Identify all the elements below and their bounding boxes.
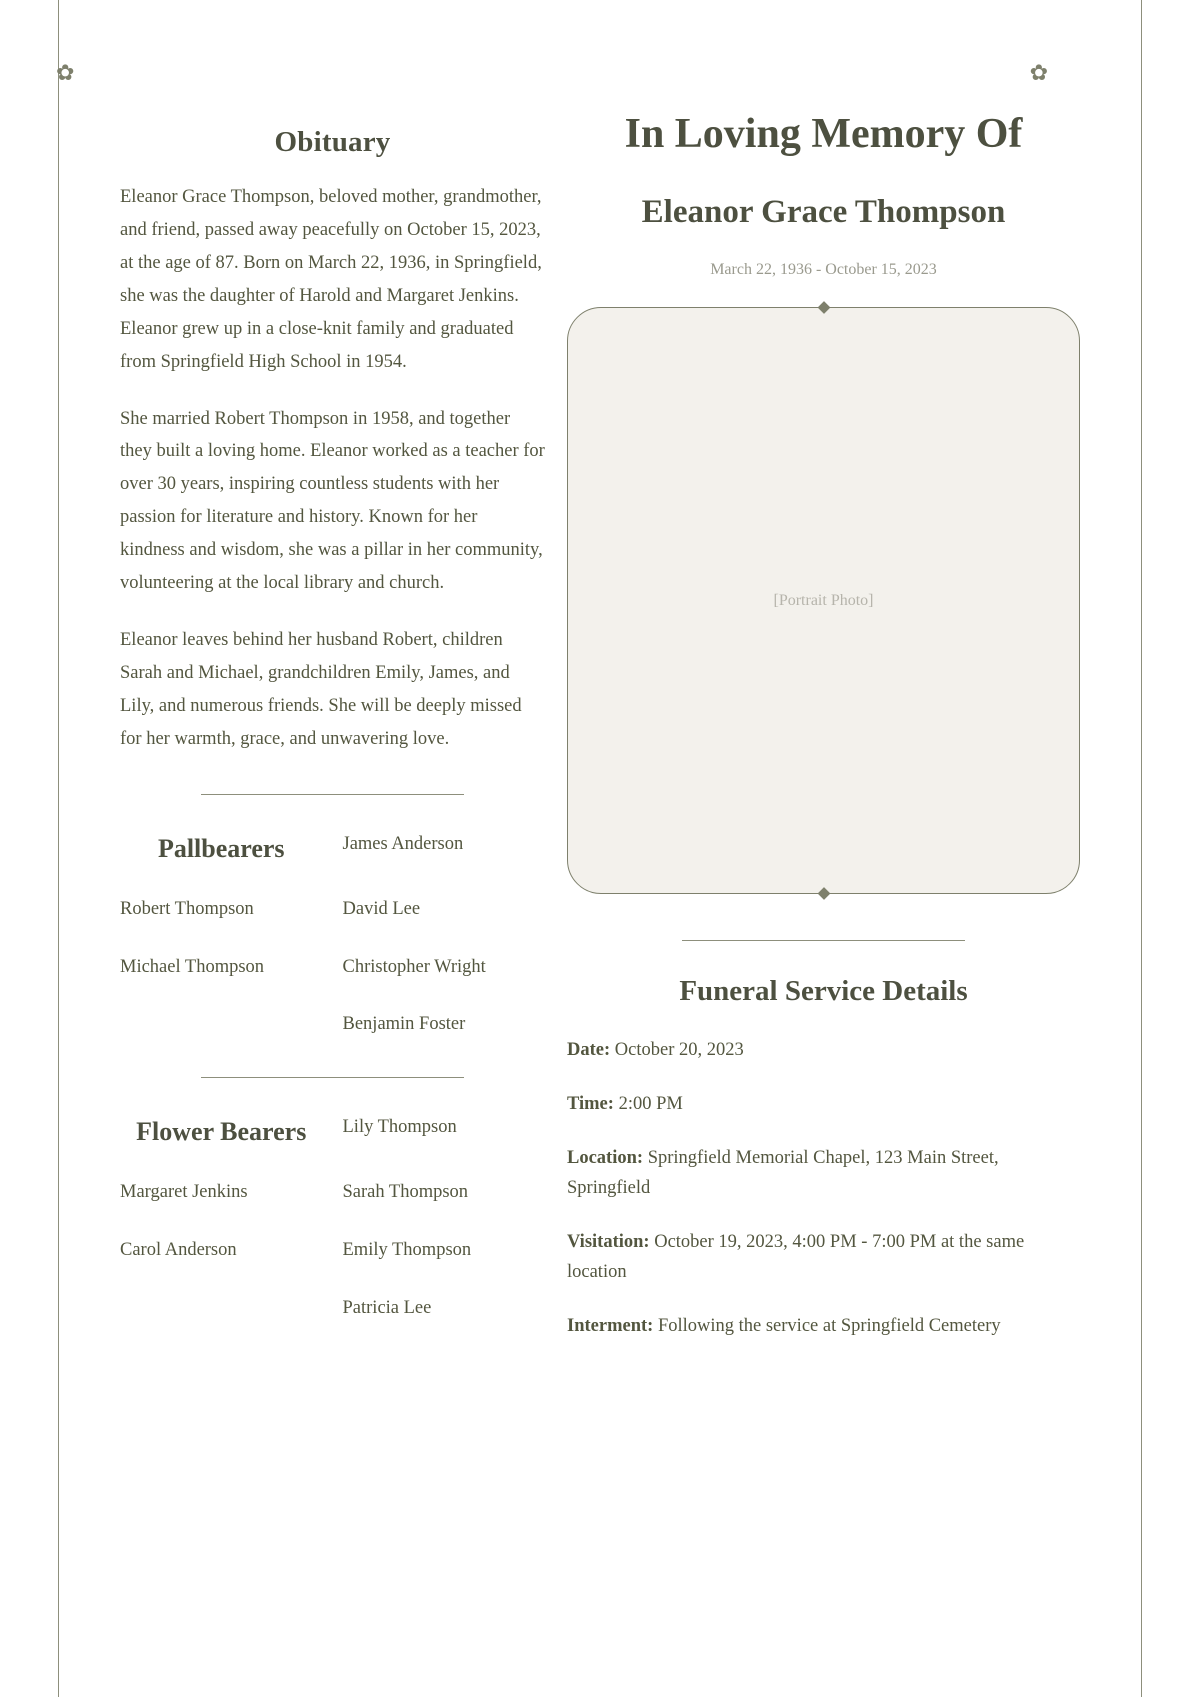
service-detail-label: Time: [567, 1094, 619, 1115]
service-detail-value: October 20, 2023 [614, 1040, 744, 1061]
diamond-ornament-icon-top [817, 302, 830, 315]
pallbearer-name: Robert Thompson [120, 898, 254, 919]
obituary-paragraph: Eleanor leaves behind her husband Robert, children Sarah and Michael, grandchildren Emily, James, and Lily, and numerous friends. She will be deeply missed for her warmth, grace, and unwavering love. [120, 630, 522, 749]
life-dates: March 22, 1936 - October 15, 2023 [710, 261, 937, 279]
service-detail-label: Interment: [567, 1316, 658, 1337]
obituary-title: Obituary [274, 126, 391, 158]
service-detail-value: October 19, 2023, 4:00 PM - 7:00 PM at the same location [567, 1232, 1025, 1283]
obituary-paragraph: She married Robert Thompson in 1958, and together they built a loving home. Eleanor worked as a teacher for over 30 years, inspiring countless students with her passion for literature and history. Known for her kindness and wisdom, she was a pillar in her community, volunteering at the local library and church. [120, 408, 545, 594]
flower-bearers-section [120, 1114, 545, 1322]
service-detail-value: Springfield Memorial Chapel, 123 Main Street, Springfield [567, 1148, 999, 1199]
flower-ornament-icon-top-right: ✿ [1029, 60, 1048, 85]
deceased-name: Eleanor Grace Thompson [641, 193, 1006, 230]
flower-ornament-icon-top-left: ✿ [56, 60, 75, 85]
in-loving-memory-title: In Loving Memory Of [624, 111, 1023, 157]
diamond-ornament-icon-bottom [817, 888, 830, 901]
program-content [120, 108, 1080, 1342]
flower-bearer-name: Margaret Jenkins [120, 1182, 248, 1203]
service-detail-value: Following the service at Springfield Cemetery [657, 1316, 1001, 1337]
flower-bearers-heading: Flower Bearers [136, 1117, 307, 1147]
service-detail-value: 2:00 PM [618, 1094, 683, 1115]
flower-bearer-name: Emily Thompson [342, 1239, 472, 1260]
service-detail-label: Visitation: [567, 1232, 655, 1253]
service-detail-row [567, 1144, 1080, 1204]
pallbearers-heading: Pallbearers [157, 833, 285, 863]
pallbearer-name: Benjamin Foster [342, 1014, 466, 1035]
section-divider [201, 1077, 465, 1078]
section-divider [201, 794, 465, 795]
service-detail-row [567, 1228, 1080, 1288]
pallbearer-name: David Lee [342, 898, 421, 919]
service-detail-row [567, 1036, 1080, 1066]
section-divider [682, 940, 964, 941]
page-border-right [1141, 0, 1142, 1697]
memorial-column [567, 108, 1080, 1342]
service-detail-row [567, 1090, 1080, 1120]
page-border-left [58, 0, 59, 1697]
pallbearer-name: Christopher Wright [342, 956, 486, 977]
flower-bearer-name: Carol Anderson [120, 1239, 237, 1260]
portrait-photo-frame [567, 307, 1080, 894]
pallbearers-section [120, 831, 545, 1039]
funeral-service-details-title: Funeral Service Details [679, 975, 968, 1008]
pallbearer-name: James Anderson [342, 833, 464, 854]
flower-bearer-name: Lily Thompson [342, 1117, 457, 1138]
service-detail-label: Date: [567, 1040, 615, 1061]
flower-bearer-name: Patricia Lee [342, 1297, 432, 1318]
obituary-paragraph: Eleanor Grace Thompson, beloved mother, grandmother, and friend, passed away peacefully on October 15, 2023, at the age of 87. Born on March 22, 1936, in Springfield, she was the daughter of Harold and Margaret Jenkins. Eleanor grew up in a close-knit family and graduated from Springfield High School in 1954. [120, 187, 542, 372]
obituary-column [120, 108, 545, 1342]
service-detail-label: Location: [567, 1148, 648, 1169]
flower-bearer-name: Sarah Thompson [342, 1182, 469, 1203]
pallbearer-name: Michael Thompson [120, 956, 265, 977]
portrait-photo-placeholder: [Portrait Photo] [773, 591, 874, 609]
service-detail-row [567, 1312, 1080, 1342]
